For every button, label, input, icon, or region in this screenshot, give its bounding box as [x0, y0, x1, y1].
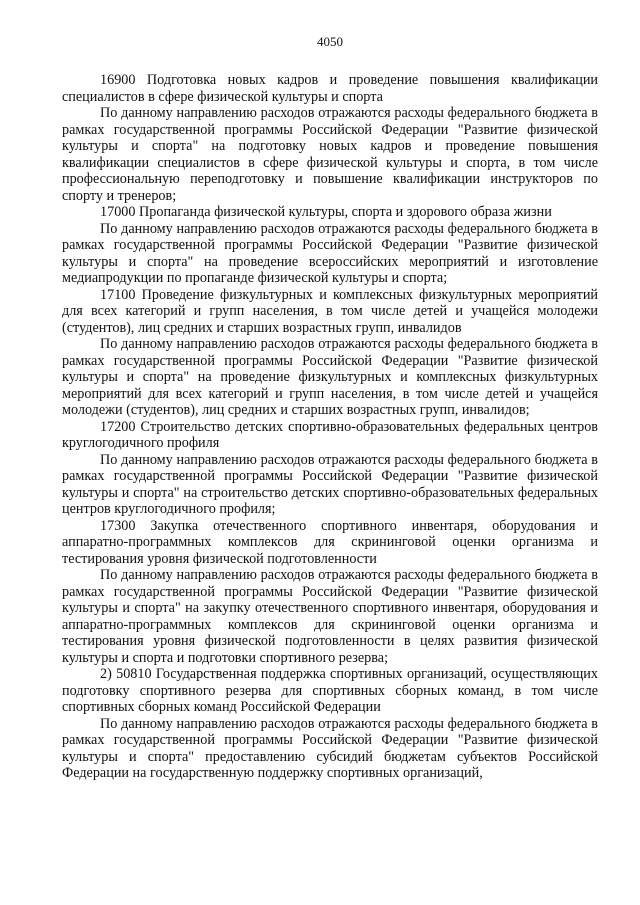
section-body-16900: По данному направлению расходов отражаются расходы федерального бюджета в рамках государственной программы Российской Федерации "Развитие физической культуры и спорта" на подготовку новых кадров и проведение повышения квалификации специалистов в сфере физической культуры и спорта, в том числе профессиональную переподготовку и повышение квалификации инструкторов по спорту и тренеров;: [62, 105, 598, 204]
section-body-17000: По данному направлению расходов отражаются расходы федерального бюджета в рамках государственной программы Российской Федерации "Развитие физической культуры и спорта" на проведение всероссийских мероприятий и изготовление медиапродукции по пропаганде физической культуры и спорта;: [62, 220, 598, 286]
section-heading-17100: 17100 Проведение физкультурных и комплексных физкультурных мероприятий для всех категорий и групп населения, в том числе детей и учащейся молодежи (студентов), лиц средних и старших возрастных групп, инвалидов: [62, 286, 598, 336]
section-body-17100: По данному направлению расходов отражаются расходы федерального бюджета в рамках государственной программы Российской Федерации "Развитие физической культуры и спорта" на проведение физкультурных и комплексных физкультурных мероприятий для всех категорий и групп населения, в том числе детей и учащейся молодежи (студентов), лиц средних и старших возрастных групп, инвалидов;: [62, 336, 598, 418]
section-heading-17000: 17000 Пропаганда физической культуры, спорта и здорового образа жизни: [100, 204, 552, 220]
section-body-17200: По данному направлению расходов отражаются расходы федерального бюджета в рамках государственной программы Российской Федерации "Развитие физической культуры и спорта" на строительство детских спортивно-образовательных федеральных центров круглогодичного профиля;: [62, 451, 598, 517]
section-heading-17200: 17200 Строительство детских спортивно-образовательных федеральных центров круглогодичного профиля: [62, 418, 598, 451]
section-body-50810: По данному направлению расходов отражаются расходы федерального бюджета в рамках государственной программы Российской Федерации "Развитие физической культуры и спорта" предоставлению субсидий бюджетам субъектов Российской Федерации на государственную поддержку спортивных организаций,: [62, 715, 598, 781]
page-number: 4050: [317, 34, 343, 49]
section-heading-50810: 2) 50810 Государственная поддержка спортивных организаций, осуществляющих подготовку спортивного резерва для спортивных сборных команд, в том числе спортивных сборных команд Российской Федерации: [62, 666, 598, 715]
section-heading-16900: 16900 Подготовка новых кадров и проведение повышения квалификации специалистов в сфере физической культуры и спорта: [62, 72, 598, 105]
section-body-17300: По данному направлению расходов отражаются расходы федерального бюджета в рамках государственной программы Российской Федерации "Развитие физической культуры и спорта" на закупку отечественного спортивного инвентаря, оборудования и аппаратно-программных комплексов для скрининговой оценки организма и тестирования уровня физической подготовленности в целях развития физической культуры и спорта и подготовки спортивного резерва;: [62, 567, 598, 666]
section-heading-17300: 17300 Закупка отечественного спортивного инвентаря, оборудования и аппаратно-программных комплексов для скрининговой оценки организма и тестирования уровня физической подготовленности: [62, 517, 598, 567]
document-page: [62, 34, 598, 782]
